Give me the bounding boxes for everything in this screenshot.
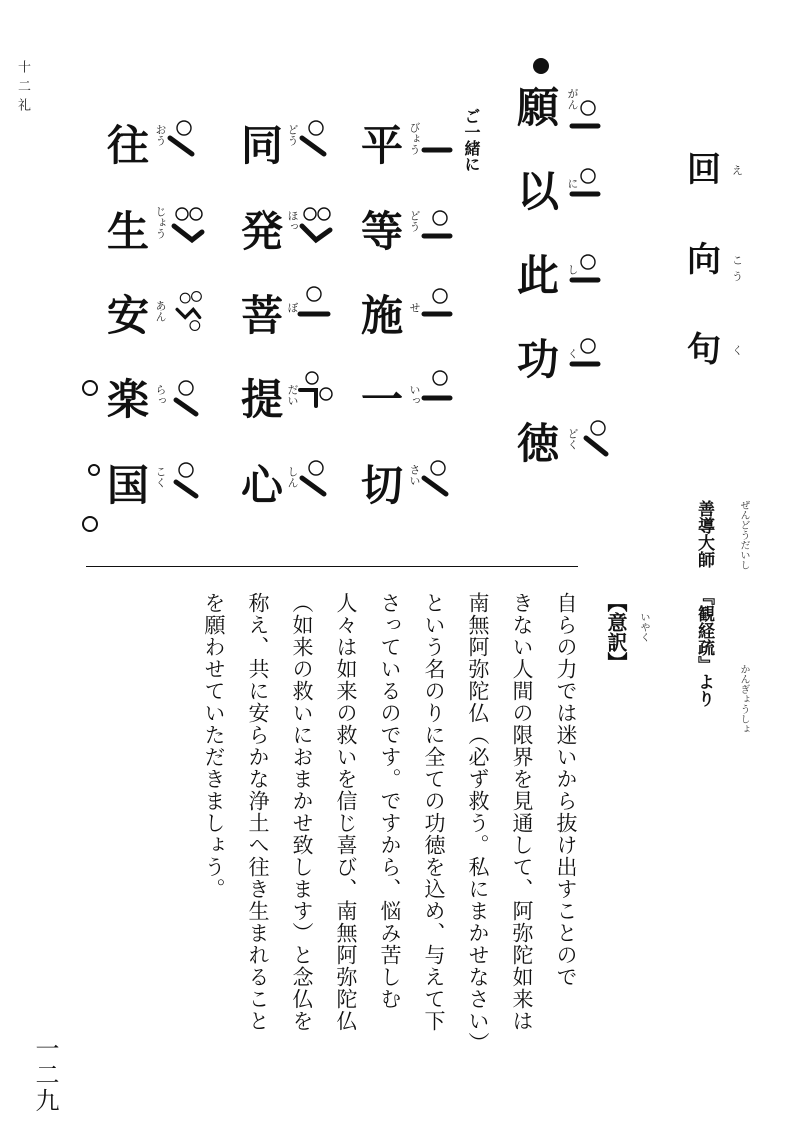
leader-bullet-icon [533, 58, 549, 74]
page-title [676, 140, 743, 380]
chant-mark-descending-icon [420, 460, 456, 502]
verse-char: 一 [360, 375, 403, 424]
translation-line: という名のりに全ての功徳を込め、与えて下 [422, 592, 446, 1032]
translation-line: きない人間の限界を見通して、阿弥陀如来は [510, 592, 534, 1032]
verse-char: 生 [106, 207, 149, 256]
chant-mark-flat-icon [298, 286, 334, 328]
source-work-ruby: かんぎょうしょ [738, 664, 749, 734]
chant-mark-dip-icon [170, 206, 206, 248]
chant-mark-step-icon [298, 370, 334, 412]
page-number: 一二九 [31, 1036, 59, 1114]
verse-char: 願 [516, 83, 559, 132]
translation-line: 称え、共に安らかな浄土へ往き生まれること [246, 592, 270, 1032]
translation-label-ruby: いやく [638, 612, 649, 642]
translation-line: を願わせていただきましょう。 [202, 592, 226, 900]
chant-mark-flat-icon [420, 288, 456, 330]
verse-char: 心 [240, 461, 283, 510]
source-attribution [690, 500, 718, 810]
chant-mark-descending-icon [298, 460, 334, 502]
chant-mark-flat-icon [566, 168, 602, 210]
verse-char: 徳 [516, 419, 559, 468]
verse-ruby: し [566, 264, 579, 275]
verse-char: 切 [360, 461, 403, 510]
verse-ruby: どう [286, 124, 299, 146]
title-ruby: こう [732, 254, 743, 283]
verse-char: 功 [516, 335, 559, 384]
translation-body [108, 592, 588, 1112]
title-char: 向 [687, 240, 721, 280]
chant-mark-flat-icon [420, 370, 456, 412]
verse-char: 以 [516, 167, 559, 216]
chant-mark-flat-icon [420, 210, 456, 252]
verse-char: 此 [516, 251, 559, 300]
verse-char: 菩 [240, 291, 283, 340]
chant-mark-flat-icon [420, 128, 456, 170]
verse-ruby: どう [408, 210, 421, 232]
verse-ruby: さい [408, 464, 421, 486]
verse-ruby: せ [408, 302, 421, 313]
chant-mark-flat-icon [566, 338, 602, 380]
verse-ruby: どく [566, 428, 579, 450]
chant-mark-descending-icon [172, 380, 208, 422]
chant-mark-descending-icon [172, 462, 208, 504]
pause-circle-small-icon [88, 464, 100, 476]
verse-ruby: ほっ [286, 210, 299, 232]
verse-ruby: じょう [154, 206, 167, 239]
source-author-ruby: ぜんどうだいし [738, 500, 749, 570]
pause-circle-icon [82, 380, 98, 396]
verse-ruby: びょう [408, 122, 421, 155]
translation-line: 人々は如来の救いを信じ喜び、南無阿弥陀仏 [334, 592, 358, 1032]
verse-ruby: しん [286, 466, 299, 488]
running-head: 十二礼 [15, 60, 30, 117]
verse-ruby: こく [154, 466, 167, 488]
source-work: 『観経疏』より [694, 588, 714, 707]
chant-mark-flat-icon [566, 100, 602, 142]
chant-mark-flat-icon [566, 254, 602, 296]
translation-label: 【意訳】 [604, 592, 628, 672]
verse-ruby: く [566, 348, 579, 359]
translation-line: 南無阿弥陀仏（必ず救う。私にまかせなさい） [466, 592, 490, 1054]
title-char: 句 [687, 330, 721, 370]
verse-ruby: らっ [154, 384, 167, 406]
chant-mark-descending-icon [298, 120, 334, 162]
chant-mark-dip-icon [298, 206, 334, 248]
verse-ruby: がん [566, 88, 579, 110]
verse-ruby: おう [154, 124, 167, 146]
verse-ruby: あん [154, 300, 167, 322]
section-divider [86, 566, 578, 567]
verse-char: 楽 [106, 375, 149, 424]
verse-char: 国 [106, 461, 149, 510]
verse-char: 提 [240, 375, 283, 424]
verse-ruby: いっ [408, 384, 421, 406]
together-note: ご一緒に [462, 108, 481, 172]
translation-line: 自らの力では迷いから抜け出すことので [554, 592, 578, 988]
verse-char: 発 [240, 207, 283, 256]
verse-char: 等 [360, 207, 403, 256]
translation-line: さっているのです。ですから、悩み苦しむ [378, 592, 402, 1010]
verse-char: 同 [240, 121, 283, 170]
verse-ruby: に [566, 178, 579, 189]
title-ruby: え [732, 164, 743, 177]
title-char: 回 [687, 150, 721, 190]
verse-ruby: だい [286, 384, 299, 406]
pause-circle-icon [82, 516, 98, 532]
title-ruby: く [732, 344, 743, 357]
verse-char: 往 [106, 121, 149, 170]
verse-ruby: ぼ [286, 302, 299, 313]
translation-line: （如来の救いにおまかせ致します）と念仏を [290, 592, 314, 1032]
verse-char: 安 [106, 291, 149, 340]
source-author: 善導大師 [694, 500, 714, 568]
verse-char: 平 [360, 121, 403, 170]
chant-mark-descending-icon [582, 420, 618, 462]
chant-mark-wave-icon [172, 290, 208, 332]
chant-mark-descending-icon [166, 120, 202, 162]
verse-char: 施 [360, 291, 403, 340]
